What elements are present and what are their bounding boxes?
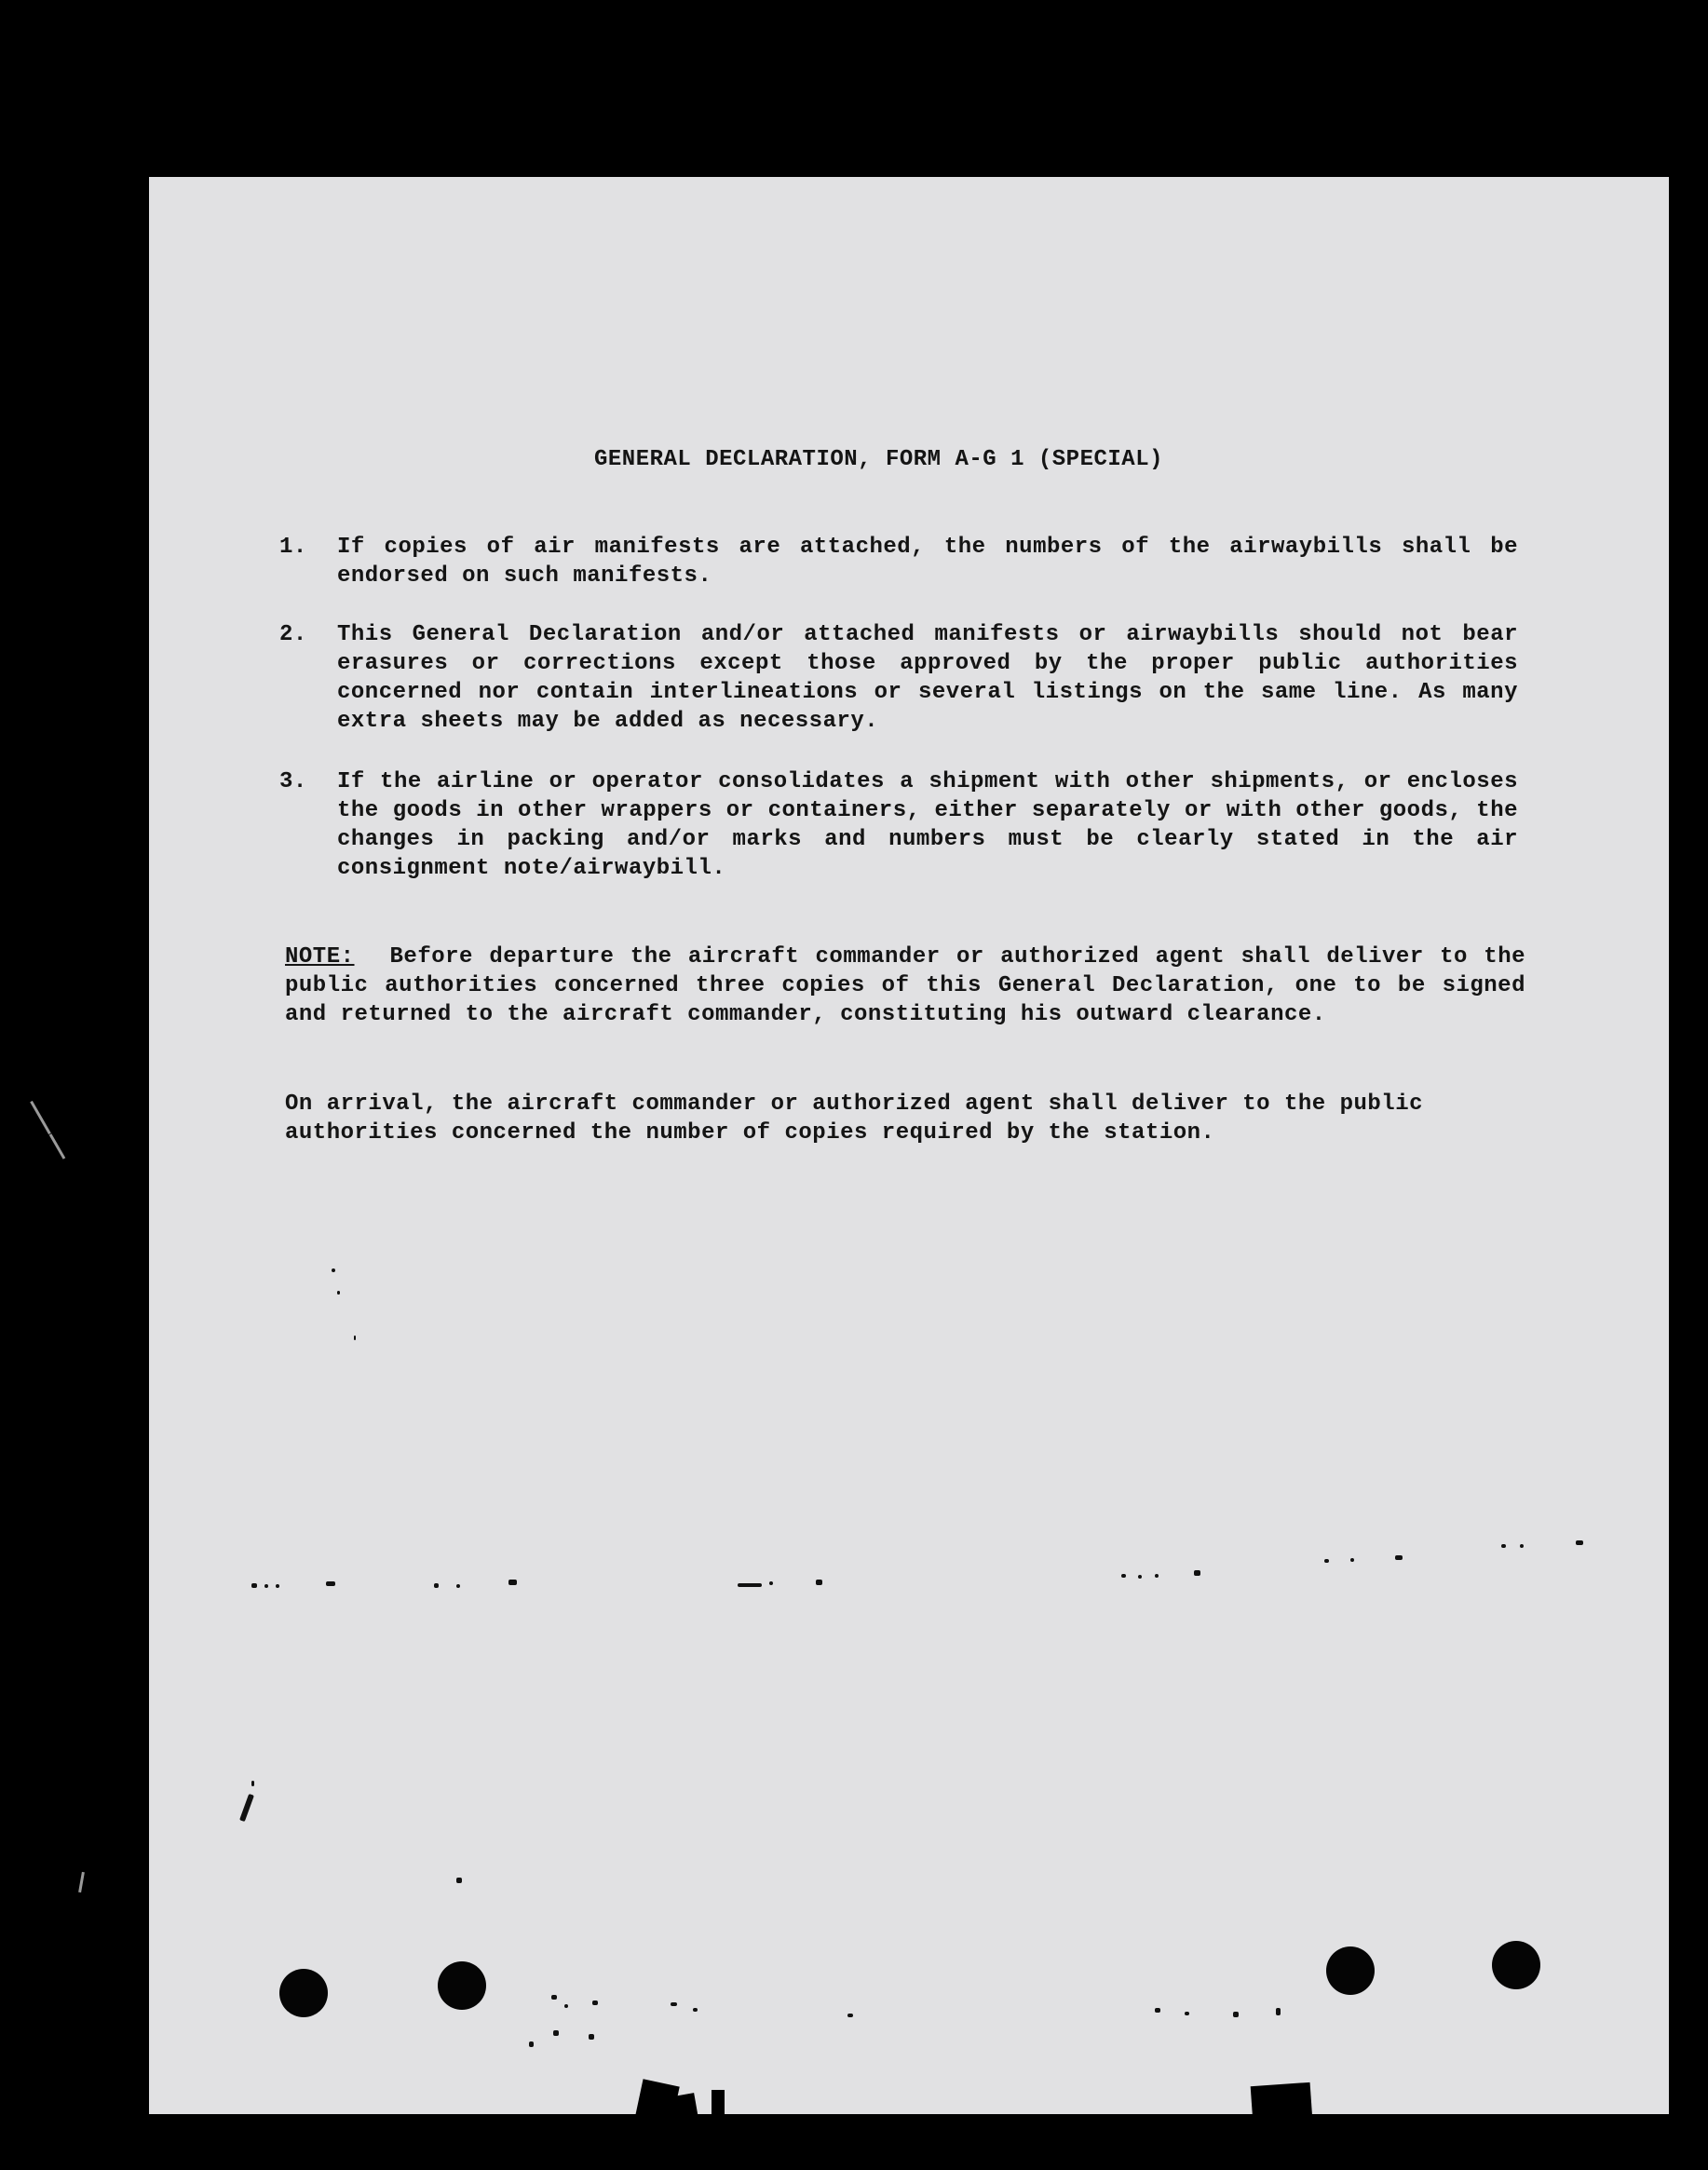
item-text: If copies of air manifests are attached, the numbers of the airwaybills shall be endorsed on such manifests. <box>337 535 1518 589</box>
scan-edge-mark <box>49 1133 66 1159</box>
document-page <box>149 177 1669 2114</box>
instruction-item-3 <box>279 767 1518 883</box>
item-text: This General Declaration and/or attached manifests or airwaybills should not bear erasures or corrections except those approved by the proper public authorities concerned nor contain interlineations or several listings on the same line. As many extra sheets may be added as necessary. <box>337 622 1518 734</box>
note-label: NOTE: <box>285 944 355 970</box>
item-number: 2. <box>279 622 307 647</box>
form-title: GENERAL DECLARATION, FORM A-G 1 (SPECIAL) <box>594 447 1163 472</box>
arrival-paragraph: On arrival, the aircraft commander or authorized agent shall deliver to the public authorities concerned the number of copies required by the station. <box>285 1092 1423 1146</box>
instruction-item-2 <box>279 620 1518 736</box>
note-text: Before departure the aircraft commander or authorized agent shall deliver to the public authorities concerned three copies of this General Declaration, one to be signed and returned to the aircraft commander, constituting his outward clearance. <box>285 944 1525 1027</box>
item-number: 1. <box>279 535 307 560</box>
note-paragraph <box>285 943 1525 1029</box>
instruction-item-1 <box>279 533 1518 590</box>
scan-edge-mark <box>78 1872 85 1892</box>
item-number: 3. <box>279 769 307 794</box>
item-text: If the airline or operator consolidates a shipment with other shipments, or encloses the goods in other wrappers or containers, either separately or with other goods, the changes in packing and/or marks and numbers must be clearly stated in the air consignment note/airwaybill. <box>337 769 1518 881</box>
scan-edge-mark <box>30 1101 51 1134</box>
